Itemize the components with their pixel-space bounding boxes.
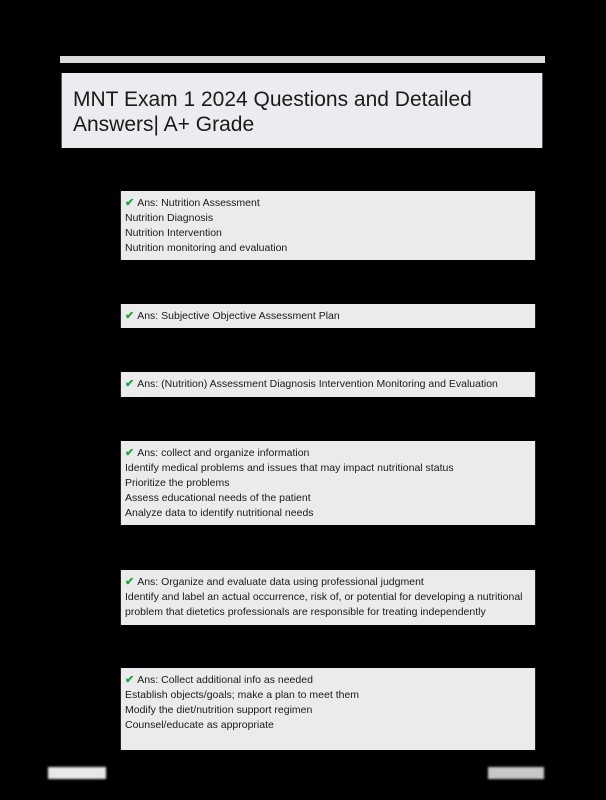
answer-text: Ans: Nutrition Assessment (137, 197, 260, 209)
answer-line: Establish objects/goals; make a plan to meet them (125, 689, 360, 701)
checkmark-icon: ✔ (125, 378, 135, 390)
answer-line: Analyze data to identify nutritional needs (125, 507, 314, 519)
answer-line: Nutrition monitoring and evaluation (125, 242, 288, 254)
answer-box-6 (120, 668, 536, 750)
title-box (61, 73, 543, 148)
footer-watermark-left (48, 767, 106, 779)
answer-box-2 (120, 304, 536, 328)
answer-text: Ans: collect and organize information (137, 447, 310, 459)
answer-text: Ans: Organize and evaluate data using professional judgment (137, 576, 424, 588)
footer-page-number (488, 767, 544, 779)
answer-line: Prioritize the problems (125, 477, 230, 489)
checkmark-icon: ✔ (125, 197, 135, 209)
answer-line: Modify the diet/nutrition support regimen (125, 704, 313, 716)
answer-text: Ans: Subjective Objective Assessment Plan (137, 310, 340, 322)
answer-box-1 (120, 191, 536, 260)
answer-line: Assess educational needs of the patient (125, 492, 311, 504)
answer-text: Ans: Collect additional info as needed (137, 674, 313, 686)
answer-line: Identify medical problems and issues that may impact nutritional status (125, 462, 454, 474)
header-divider (60, 56, 545, 63)
answer-text: Ans: (Nutrition) Assessment Diagnosis Intervention Monitoring and Evaluation (137, 378, 498, 390)
answer-box-3 (120, 372, 536, 397)
answer-line: Nutrition Diagnosis (125, 212, 214, 224)
checkmark-icon: ✔ (125, 674, 135, 686)
checkmark-icon: ✔ (125, 447, 135, 459)
answer-line: Counsel/educate as appropriate (125, 719, 274, 731)
page-title: MNT Exam 1 2024 Questions and Detailed Answers| A+ Grade (73, 88, 472, 136)
answer-box-4 (120, 441, 536, 525)
checkmark-icon: ✔ (125, 576, 135, 588)
answer-box-5 (120, 570, 536, 625)
answer-line: Nutrition Intervention (125, 227, 222, 239)
checkmark-icon: ✔ (125, 310, 135, 322)
answer-line: Identify and label an actual occurrence, risk of, or potential for developing a nutritional problem that dietetics professionals are responsible for treating independently (125, 591, 523, 618)
